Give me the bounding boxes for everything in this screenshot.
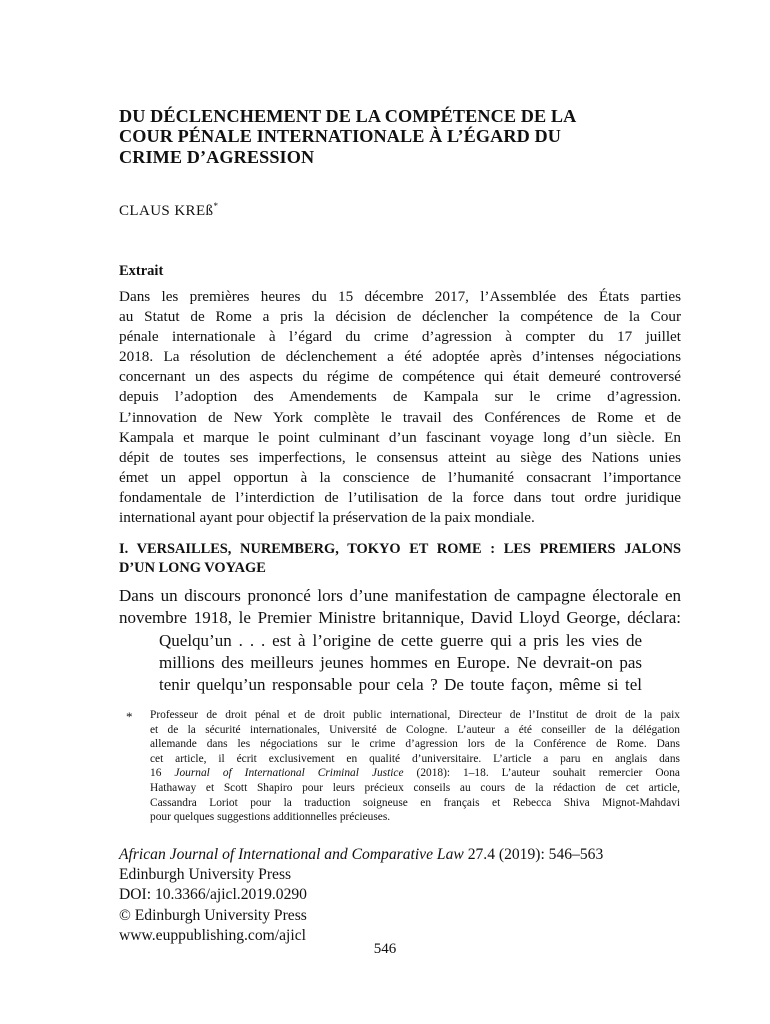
journal-publisher: Edinburgh University Press xyxy=(119,866,292,884)
article-title xyxy=(119,106,679,167)
footnote-text xyxy=(150,708,680,825)
abstract-text xyxy=(119,287,681,528)
footnote-line: allemande dans les négociations sur le crime d’agression lors de la Conférence de Rome. Dans xyxy=(150,738,680,751)
page-number: 546 xyxy=(373,941,397,957)
abstract-line: dépit de toutes ses imperfections, le consensus atteint au siège des Nations unies xyxy=(119,448,681,466)
author-text: CLAUS KREß xyxy=(119,203,214,219)
abstract-line: concernant un des aspects du régime de compétence qui était demeuré controversé xyxy=(119,368,681,386)
quote-line: millions des meilleurs jeunes hommes en Europe. Ne devrait-on pas xyxy=(159,653,642,672)
footnote-line: et de la sécurité internationales, Université de Cologne. L’auteur a été conseiller de la délégation xyxy=(150,723,680,736)
footnote-line: Professeur de droit pénal et de droit public international, Directeur de l’Institut de droit de la paix xyxy=(150,709,680,721)
journal-copyright: © Edinburgh University Press xyxy=(119,906,307,924)
section-heading-line: D’UN LONG VOYAGE xyxy=(119,560,266,576)
block-quote xyxy=(159,630,642,696)
abstract-line: L’innovation de New York complète le travail des Conférences de Rome et de xyxy=(119,408,681,426)
section-heading xyxy=(119,540,681,578)
journal-citation xyxy=(119,845,603,865)
abstract-line: Kampala et marque le point culminant d’un fascinant voyage long d’un siècle. En xyxy=(119,428,681,446)
title-line: COUR PÉNALE INTERNATIONALE À L’ÉGARD DU xyxy=(119,126,561,147)
abstract-line: émet un appel opportun à la conscience de l’humanité consacrant l’importance xyxy=(119,468,681,486)
body-paragraph xyxy=(119,585,681,629)
body-line: novembre 1918, le Premier Ministre britannique, David Lloyd George, déclara: xyxy=(119,608,681,627)
footnote-line: Hathaway et Scott Shapiro pour leurs précieux conseils au cours de la rédaction de cet article, xyxy=(150,781,680,794)
footnote-line: Cassandra Loriot pour la traduction soigneuse en français et Rebecca Shiva Mignot-Mahdavi xyxy=(150,796,680,809)
abstract-line: pénale internationale à l’égard du crime d’agression à compter du 17 juillet xyxy=(119,328,681,346)
abstract-line: au Statut de Rome a pris la décision de déclencher la compétence de la Cour xyxy=(119,308,681,326)
footnote-citation: (2018): 1–18. L’auteur souhait remercier Oona xyxy=(403,767,680,780)
title-line: CRIME D’AGRESSION xyxy=(119,146,315,167)
abstract-label: Extrait xyxy=(119,263,164,279)
footnote-mark: * xyxy=(126,709,133,724)
author-footnote-mark: * xyxy=(213,201,219,211)
abstract-line: Dans les premières heures du 15 décembre 2017, l’Assemblée des États parties xyxy=(119,288,681,305)
author-name xyxy=(119,203,218,220)
quote-line: tenir quelqu’un responsable pour cela ? De toute façon, même si tel xyxy=(159,675,642,694)
abstract-line: 2018. La résolution de déclenchement a été adoptée après d’intenses négociations xyxy=(119,348,681,366)
journal-volume: 27.4 (2019): 546–563 xyxy=(463,846,604,863)
journal-info xyxy=(119,845,603,946)
journal-name: African Journal of International and Comparative Law xyxy=(119,846,464,863)
abstract-line: fondamentale de l’interdiction de l’utilisation de la force dans tout ordre juridique xyxy=(119,488,681,506)
footnote-volume: 16 xyxy=(150,767,175,780)
quote-line: Quelqu’un . . . est à l’origine de cette guerre qui a pris les vies de xyxy=(159,631,642,650)
section-heading-line: I. VERSAILLES, NUREMBERG, TOKYO ET ROME : LES PREMIERS JALONS xyxy=(119,541,681,557)
abstract-line: depuis l’adoption des Amendements de Kampala sur le crime d’agression. xyxy=(119,388,681,406)
abstract-line: international ayant pour objectif la préservation de la paix mondiale. xyxy=(119,509,535,527)
footnote-journal-title: Journal of International Criminal Justice xyxy=(174,767,404,780)
footnote-line xyxy=(150,766,680,781)
journal-doi: DOI: 10.3366/ajicl.2019.0290 xyxy=(119,886,307,904)
body-line: Dans un discours prononcé lors d’une manifestation de campagne électorale en xyxy=(119,586,681,605)
journal-url[interactable]: www.euppublishing.com/ajicl xyxy=(119,926,306,944)
title-line: DU DÉCLENCHEMENT DE LA COMPÉTENCE DE LA xyxy=(119,106,577,126)
footnote-line: cet article, il écrit exclusivement en qualité d’universitaire. L’article a paru en anglais dans xyxy=(150,752,680,765)
footnote-line: pour quelques suggestions additionnelles précieuses. xyxy=(150,811,391,824)
